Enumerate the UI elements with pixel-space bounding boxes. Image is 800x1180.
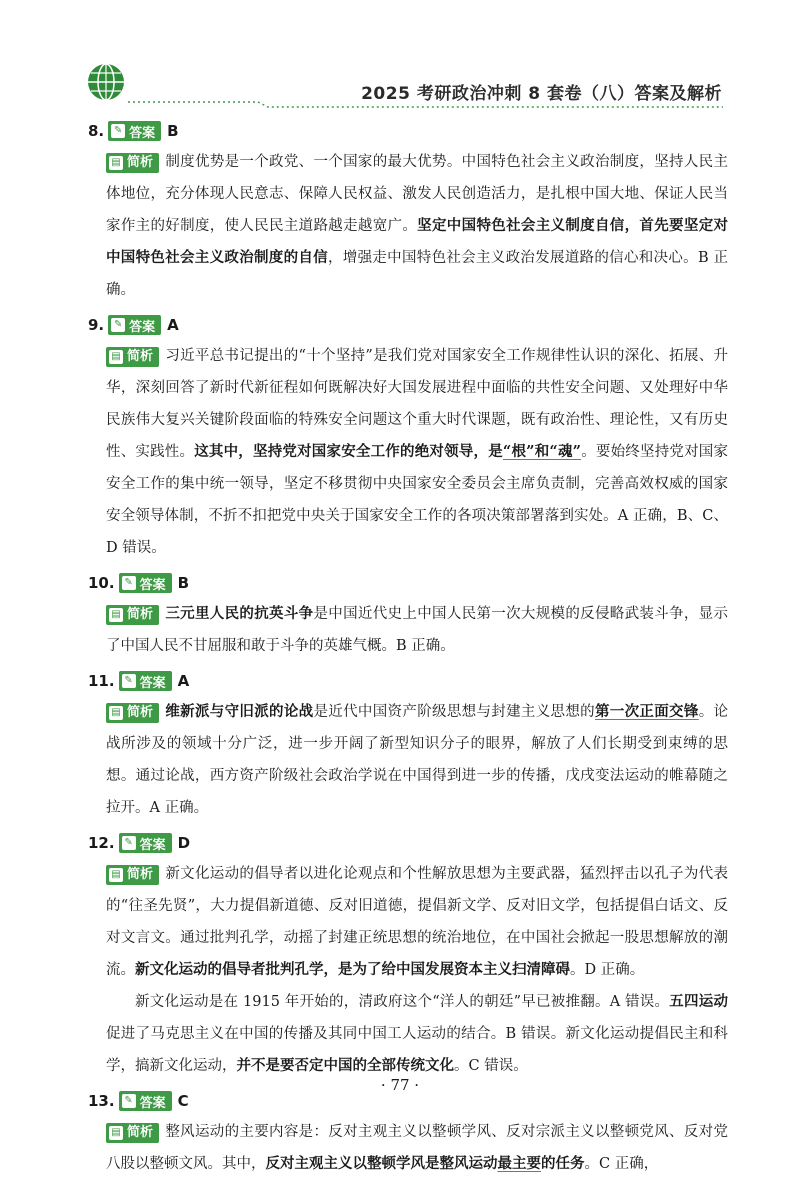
analysis-book-tag [106, 1123, 159, 1143]
question-number: 13. [88, 1092, 115, 1110]
emphasis-text: 这其中，坚持党对国家安全工作的绝对领导，是 [194, 443, 503, 460]
analysis-text: 习近平总书记提出的“十个坚持”是我们党对国家安全工作规律性认识的深化、拓展、升华，深刻回答了新时代新征程如何既解决好大国发展进程中面临的共性安全问题、又处理好中华民族伟大复兴关键阶段面临的特殊安全问题这个重大时代课题，既有政治性、理论性，又有历史性、实践性。 [106, 348, 728, 460]
answer-pencil-icon: ✎ [122, 836, 136, 850]
answer-letter: B [177, 574, 190, 592]
globe-logo-icon [86, 62, 126, 102]
analysis-text: 。C 正确， [584, 1156, 659, 1172]
book-title: 2025 考研政治冲刺 8 套卷（八）答案及解析 [361, 84, 722, 104]
page-number: · 77 · [380, 1076, 420, 1094]
emphasis-text: 三元里人民的抗英斗争 [165, 605, 314, 622]
emphasis-text: 新文化运动的倡导者批判孔学，是为了给中国发展资本主义扫清障碍 [135, 961, 570, 978]
answer-letter: C [177, 1092, 189, 1110]
question-block [88, 310, 728, 564]
tag-label: 简析 [127, 155, 154, 170]
tag-label: 答案 [139, 577, 166, 593]
analysis-paragraph [106, 598, 728, 662]
answer-list [88, 112, 728, 1180]
question-header [88, 828, 728, 858]
question-number: 8. [88, 122, 105, 140]
tag-label: 简析 [127, 867, 154, 882]
tag-label: 简析 [127, 349, 154, 364]
analysis-book-tag [106, 605, 159, 625]
emphasis-text: 坚定中国特色社会主义制度自信，首先要坚定对中国特色社会主义政治制度的自信 [106, 217, 729, 266]
analysis-book-icon: ▤ [109, 868, 123, 882]
question-block [88, 666, 728, 824]
question-block [88, 116, 728, 306]
question-number: 9. [88, 316, 105, 334]
page-header [0, 0, 800, 112]
analysis-text: ，增强走中国特色社会主义政治发展道路的信心和决心。B 正确。 [106, 250, 729, 298]
question-block [88, 568, 728, 662]
emphasis-text: 五四运动 [669, 993, 728, 1010]
analysis-text: 制度优势是一个政党、一个国家的最大优势。中国特色社会主义政治制度，坚持人民主体地位，充分体现人民意志、保障人民权益、激发人民创造活力，是扎根中国大地、保证人民当家作主的好制度，使人民民主道路越走越宽广。 [106, 154, 728, 234]
analysis-paragraph [106, 1116, 728, 1180]
answer-pencil-icon: ✎ [111, 318, 125, 332]
analysis-text: 新文化运动的倡导者以进化论观点和个性解放思想为主要武器，猛烈抨击以孔子为代表的“往圣先贤”，大力提倡新道德、反对旧道德，提倡新文学、反对旧文学，包括提倡白话文、反对文言文。通过批判孔学，动摇了封建正统思想的统治地位，在中国社会掀起一股思想解放的潮流。 [106, 866, 728, 978]
analysis-text: 新文化运动是在 1915 年开始的，清政府这个“洋人的朝廷”早已被推翻。A 错误。 [135, 994, 670, 1010]
analysis-text: 。D 正确。 [570, 962, 645, 978]
analysis-book-icon: ▤ [109, 608, 123, 622]
analysis-paragraph [106, 986, 728, 1082]
analysis-paragraph [106, 858, 728, 986]
question-number: 11. [88, 672, 115, 690]
emphasis-text: 反对主观主义以整顿学风是整风运动 [265, 1155, 498, 1172]
analysis-text: 。C 错误。 [454, 1058, 528, 1074]
emphasis-text: 第一次正面交锋 [594, 703, 699, 720]
tag-label: 答案 [129, 125, 156, 141]
answer-letter: A [177, 672, 190, 690]
analysis-text: 。论战所涉及的领域十分广泛，进一步开阔了新型知识分子的眼界，解放了人们长期受到束缚的思想。通过论战，西方资产阶级社会政治学说在中国得到进一步的传播，戊戌变法运动的帷幕随之拉开。A 正确。 [106, 704, 729, 816]
question-block [88, 1086, 728, 1180]
question-block [88, 828, 728, 1082]
question-header [88, 666, 728, 696]
analysis-book-tag [106, 703, 159, 723]
answer-pencil-icon: ✎ [122, 674, 136, 688]
analysis-text: 是中国近代史上中国人民第一次大规模的反侵略武装斗争，显示了中国人民不甘屈服和敢于斗争的英雄气概。B 正确。 [106, 606, 728, 654]
answer-pencil-icon: ✎ [111, 124, 125, 138]
emphasis-text: “根”和“魂” [502, 443, 581, 460]
analysis-book-icon: ▤ [109, 350, 123, 364]
analysis-paragraph [106, 340, 728, 564]
emphasis-text: 维新派与守旧派的论战 [165, 703, 314, 720]
analysis-book-icon: ▤ [109, 706, 123, 720]
analysis-text: 促进了马克思主义在中国的传播及其同中国工人运动的结合。B 错误。新文化运动提倡民主和科学，搞新文化运动， [106, 1026, 728, 1074]
analysis-book-icon: ▤ [109, 1126, 123, 1140]
emphasis-text: 的任务 [541, 1155, 585, 1172]
answer-pencil-tag [108, 121, 161, 141]
emphasis-text: 并不是要否定中国的全部传统文化 [236, 1057, 454, 1074]
tag-label: 答案 [139, 1095, 166, 1111]
answer-pencil-icon: ✎ [122, 576, 136, 590]
answer-pencil-icon: ✎ [122, 1094, 136, 1108]
question-number: 12. [88, 834, 115, 852]
answer-pencil-tag [119, 573, 172, 593]
analysis-book-tag [106, 153, 159, 173]
emphasis-text: 最主要 [497, 1155, 541, 1172]
answer-pencil-tag [119, 833, 172, 853]
analysis-paragraph [106, 146, 728, 306]
analysis-book-tag [106, 865, 159, 885]
analysis-text: 是近代中国资产阶级思想与封建主义思想的 [313, 704, 595, 720]
tag-label: 答案 [129, 319, 156, 335]
tag-label: 答案 [139, 675, 166, 691]
analysis-book-icon: ▤ [109, 156, 123, 170]
question-header [88, 568, 728, 598]
tag-label: 简析 [127, 607, 154, 622]
analysis-book-tag [106, 347, 159, 367]
answer-pencil-tag [108, 315, 161, 335]
answer-letter: D [177, 834, 191, 852]
analysis-text: 。要始终坚持党对国家安全工作的集中统一领导，坚定不移贯彻中央国家安全委员会主席负责制，完善高效权威的国家安全领导体制，不折不扣把党中央关于国家安全工作的各项决策部署落到实处。A 正确，B、C、D 错误。 [106, 444, 729, 556]
answer-letter: B [167, 122, 179, 140]
answer-letter: A [167, 316, 179, 334]
answer-pencil-tag [119, 1091, 172, 1111]
tag-label: 简析 [127, 1125, 154, 1140]
question-header [88, 116, 728, 146]
analysis-paragraph [106, 696, 728, 824]
answer-pencil-tag [119, 671, 172, 691]
analysis-text: 整风运动的主要内容是：反对主观主义以整顿学风、反对宗派主义以整顿党风、反对党八股以整顿文风。其中， [106, 1124, 728, 1172]
tag-label: 简析 [127, 705, 154, 720]
question-number: 10. [88, 574, 115, 592]
question-header [88, 310, 728, 340]
tag-label: 答案 [139, 837, 166, 853]
